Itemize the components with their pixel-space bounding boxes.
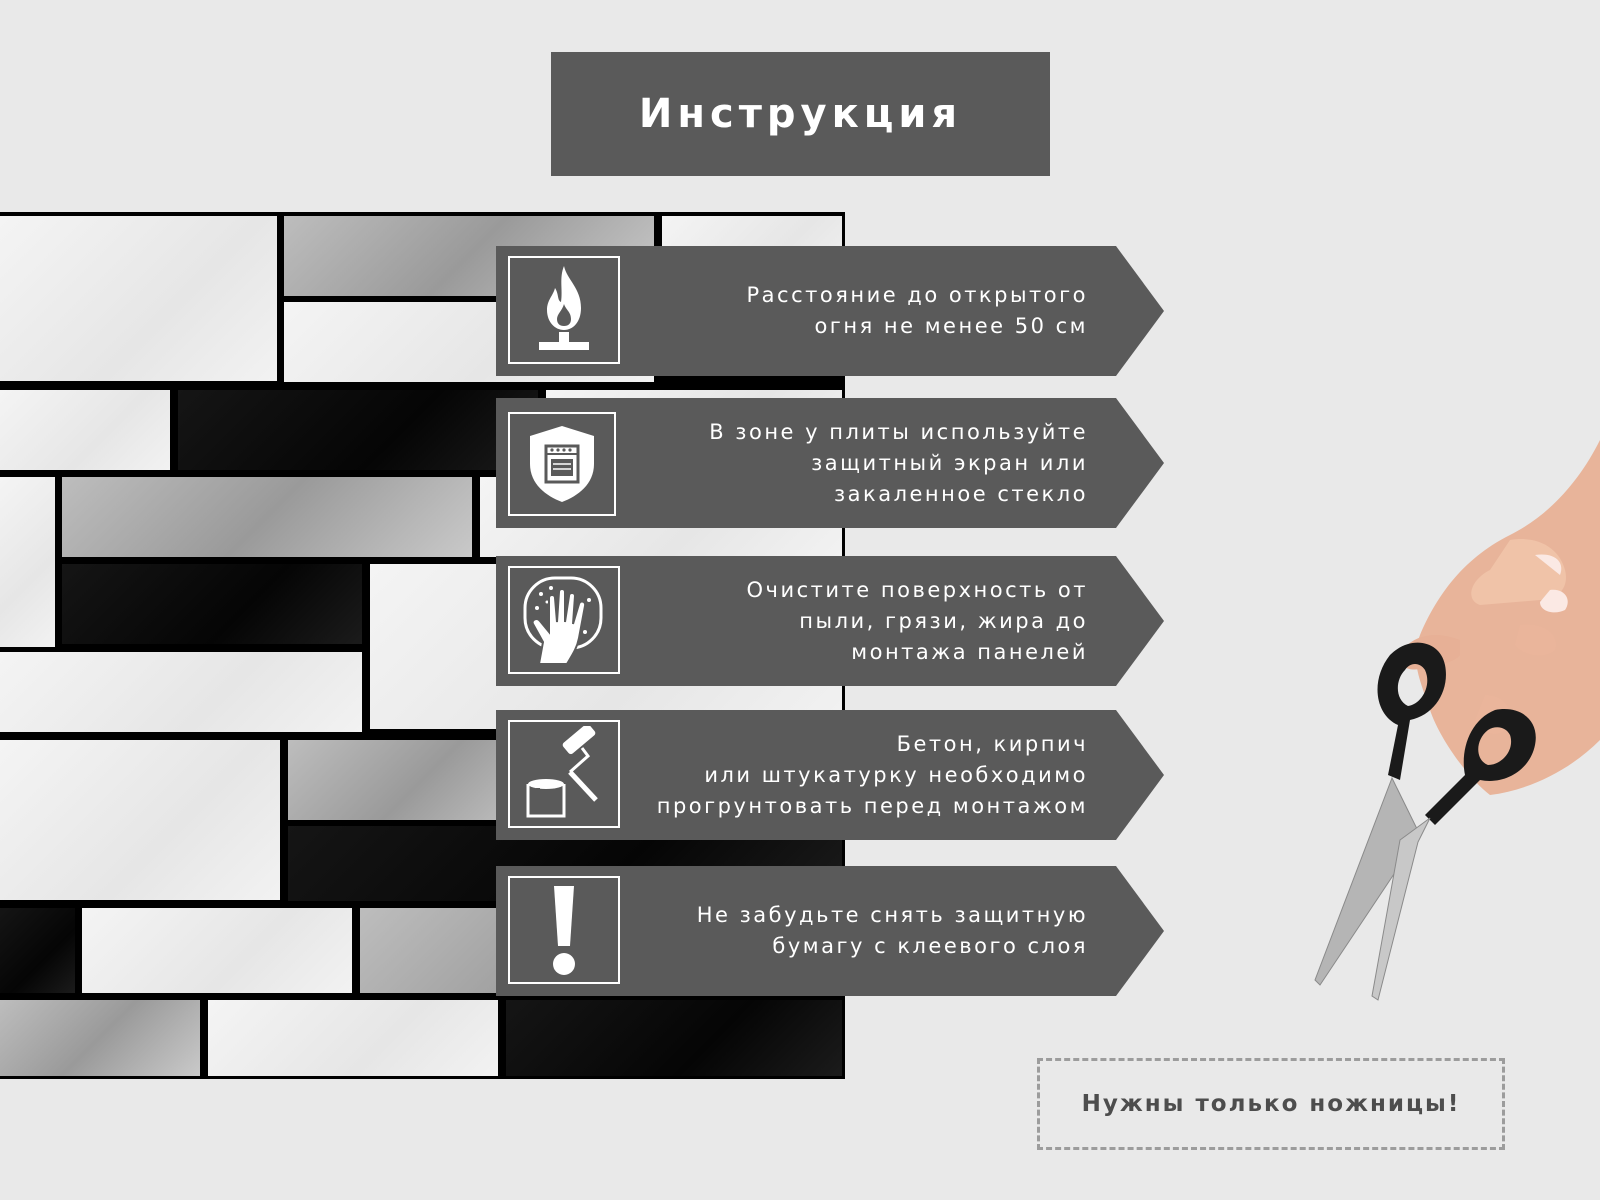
instruction-step-2 [496,398,1164,528]
scissors-only-note [1037,1058,1505,1150]
instruction-step-3 [496,556,1164,686]
title-banner [551,52,1050,176]
step-text: В зоне у плиты используйте защитный экран или закаленное стекло [709,419,1088,506]
step-text: Очистите поверхность от пыли, грязи, жира до монтажа панелей [746,577,1088,664]
step-text: Бетон, кирпич или штукатурку необходимо прогрунтовать перед монтажом [656,731,1088,818]
step-text: Расстояние до открытого огня не менее 50 см [746,283,1088,338]
step-text: Не забудьте снять защитную бумагу с клеевого слоя [696,903,1088,958]
note-text: Нужны только ножницы! [1081,1091,1461,1117]
page-title: Инструкция [638,91,963,137]
instruction-step-4 [496,710,1164,840]
instruction-step-5 [496,866,1164,996]
stove-shield-icon [508,412,616,516]
fire-icon [508,256,620,364]
hand-with-scissors-image [1260,440,1600,1034]
exclamation-icon [508,876,620,984]
glove-sponge-icon [508,566,620,674]
paint-roller-icon [508,720,620,828]
instruction-step-1 [496,246,1164,376]
